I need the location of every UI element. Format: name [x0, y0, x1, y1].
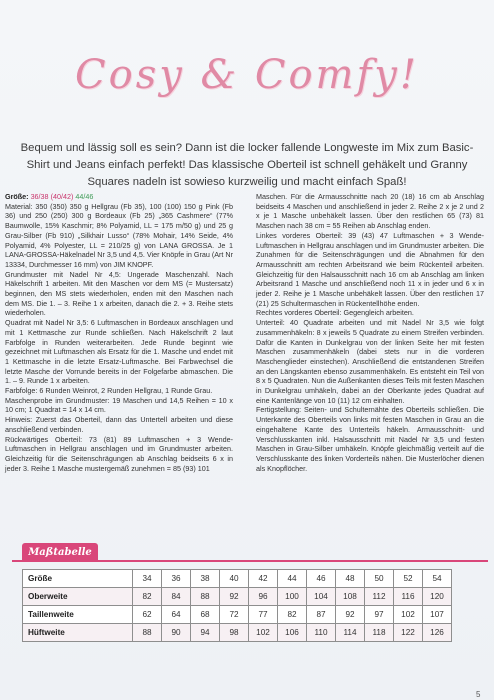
- table-cell: 46: [307, 570, 336, 588]
- table-row: [23, 588, 452, 606]
- table-cell: 108: [336, 588, 365, 606]
- table-cell: 122: [394, 624, 423, 642]
- table-cell: 48: [336, 570, 365, 588]
- table-cell: 54: [423, 570, 452, 588]
- finishing-paragraph: Fertigstellung: Seiten- und Schulternähte des Oberteils schließen. Die Unterkante des Oberteils von links mit festen Maschen in Grau an die eingehaltene Kante des Unterteils häkeln. Armausschnitt- und Verschlusskanten inkl. Halsausschnitt mit Nadel Nr 3,5 und festen Maschen in Grau-Silber umhäkeln. Knöpfe gleichmäßig verteilt auf die Verschlusskante des linken Vorderteils nähen. Die Musterlöcher dienen als Knopflöcher.: [256, 405, 484, 473]
- table-cell: 92: [336, 606, 365, 624]
- table-cell: 118: [365, 624, 394, 642]
- left-column: [5, 192, 233, 473]
- table-cell: 106: [278, 624, 307, 642]
- table-cell: 110: [307, 624, 336, 642]
- table-row: [23, 606, 452, 624]
- table-cell: 34: [133, 570, 162, 588]
- size-table-tab: Maßtabelle: [22, 543, 98, 562]
- table-cell: 116: [394, 588, 423, 606]
- table-cell: 44: [278, 570, 307, 588]
- intro-paragraph: Bequem und lässig soll es sein? Dann ist die locker fallende Longweste im Mix zum Basic-Shirt und Jeans einfach perfekt! Das klassische Oberteil ist schnell gehäkelt und Granny Squares nadeln ist sowieso kurzweilig und macht einfach Spaß!: [20, 142, 474, 188]
- table-cell: 107: [423, 606, 452, 624]
- table-cell: 52: [394, 570, 423, 588]
- table-cell: 120: [423, 588, 452, 606]
- table-cell: 88: [133, 624, 162, 642]
- table-cell: 82: [133, 588, 162, 606]
- table-cell: 104: [307, 588, 336, 606]
- table-cell: 72: [220, 606, 249, 624]
- table-cell: 68: [191, 606, 220, 624]
- back-piece-paragraph: Rückwärtiges Oberteil: 73 (81) 89 Luftmaschen + 3 Wende-Luftmaschen in Hellgrau anschlagen und im Grundmuster arbeiten. Gleichzeitig für die Seitenschrägungen ab Anschlag beidseits 6 x in jeder 3. Reihe 1 Masche mustergemäß zunehmen = 85 (93) 101: [5, 434, 233, 473]
- table-cell: 114: [336, 624, 365, 642]
- table-cell: 42: [249, 570, 278, 588]
- table-cell: 87: [307, 606, 336, 624]
- table-cell: 94: [191, 624, 220, 642]
- row-label: Hüftweite: [23, 624, 133, 642]
- table-cell: 102: [249, 624, 278, 642]
- row-label: Oberweite: [23, 588, 133, 606]
- table-cell: 90: [162, 624, 191, 642]
- lower-part-paragraph: Unterteil: 40 Quadrate arbeiten und mit Nadel Nr 3,5 wie folgt zusammenhäkeln: 8 x jeweils 5 Quadrate zu einem Streifen verbinden. Dafür die Kanten in Dunkelgrau von der linken Seite her mit festen Maschen zusammenhäkeln (dabei stets nur in die vorderen Maschenglieder einstechen). Anschließend die entstandenen Streifen an den Längskanten ebenso zusammenhäkeln. Es entsteht ein Teil von 8 x 5 Quadraten. Nun die Außenkanten dieses Teils mit festen Maschen in Dunkelgrau umhäkeln, dabei an der Oberkante jedes Quadrat auf eine Kantenlänge von 10 (11) 12 cm einhalten.: [256, 318, 485, 405]
- page-title: Cosy & Comfy!: [75, 52, 419, 98]
- table-cell: 102: [394, 606, 423, 624]
- table-cell: 100: [278, 588, 307, 606]
- table-cell: 98: [220, 624, 249, 642]
- page-number: 5: [476, 690, 481, 699]
- table-cell: 97: [365, 606, 394, 624]
- row-label: Taillenweite: [23, 606, 133, 624]
- table-cell: 126: [423, 624, 452, 642]
- table-row: [23, 570, 452, 588]
- size-table: [22, 569, 452, 642]
- size-line: Größe: 36/38 (40/42) 44/46: [5, 192, 94, 201]
- material-paragraph: Material: 350 (350) 350 g Hellgrau (Fb 35), 100 (100) 150 g Pink (Fb 36) und 250 (250) 300 g Bordeaux (Fb 25) „365 Cashmere“ (77% Baumwolle, 15% Kaschmir; 8% Polyamid, LL = 175 m/50 g) und 25 g Grau-Silber (Fb 910) „Silkhair Lusso“ (78% Mohair, 14% Seide, 4% Polyamid, 4% Polyester, LL = 210/25 g) von LANA GROSSA. Je 1 LANA-GROSSA-Häkelnadel Nr 3,5 und 4,5. Vier Knöpfe in Grau (Art Nr 13334, Durchmesser 16 mm) von JIM KNOPF.: [5, 201, 233, 269]
- table-cell: 50: [365, 570, 394, 588]
- table-row: [23, 624, 452, 642]
- table-cell: 92: [220, 588, 249, 606]
- farbfolge-paragraph: Farbfolge: 6 Runden Weinrot, 2 Runden Hellgrau, 1 Runde Grau.: [5, 386, 213, 396]
- armhole-paragraph: Maschen. Für die Armausschnitte nach 20 (18) 16 cm ab Anschlag beidseits 4 Maschen und anschließend in jeder 2. Reihe 2 x je 2 und 2 x je 1 Masche unbehäkelt lassen. Über den restlichen 65 (73) 81 Maschen nach 38 cm = 55 Reihen ab Anschlag enden.: [256, 192, 484, 231]
- table-cell: 38: [191, 570, 220, 588]
- table-cell: 88: [191, 588, 220, 606]
- table-cell: 36: [162, 570, 191, 588]
- table-cell: 82: [278, 606, 307, 624]
- table-cell: 84: [162, 588, 191, 606]
- hinweis-paragraph: Hinweis: Zuerst das Oberteil, dann das Untertell arbeiten und diese anschließend verbinden.: [5, 415, 233, 434]
- grundmuster-paragraph: Grundmuster mit Nadel Nr 4,5: Ungerade Maschenzahl. Nach Häkelschrift 1 arbeiten. Mit den Maschen vor dem MS (= Mustersatz) beginnen, den MS stets wiederholen, enden mit den Maschen nach dem MS. Die 1. – 3. Reihe 1 x arbeiten, danach die 2. + 3. Reihe stets wiederholen.: [5, 269, 233, 318]
- right-front-paragraph: Rechtes vorderes Oberteil: Gegengleich arbeiten.: [256, 308, 414, 318]
- table-cell: 40: [220, 570, 249, 588]
- table-cell: 96: [249, 588, 278, 606]
- table-cell: 62: [133, 606, 162, 624]
- row-label: Größe: [23, 570, 133, 588]
- right-column: [256, 192, 484, 473]
- table-cell: 77: [249, 606, 278, 624]
- left-front-paragraph: Linkes vorderes Oberteil: 39 (43) 47 Luftmaschen + 3 Wende-Luftmaschen in Hellgrau anschlagen und im Grundmuster arbeiten. Die Zunahmen für die Seitenschrägungen und die Abnahmen für den Armausschnitt am rechten Arbeitsrand wie beim Rückenteil arbeiten. Gleichzeitig für den Halsausschnitt nach 16 cm ab Anschlag am linken Arbeitsrand 1 Masche und anschließend noch 11 x in jeder und 6 x in jeder 2. Reihe je 1 Masche unbehäkelt lassen. Über den restlichen 17 (21) 25 Schultermaschen in Rückentellhöhe enden.: [256, 230, 484, 308]
- table-cell: 112: [365, 588, 394, 606]
- table-cell: 64: [162, 606, 191, 624]
- quadrat-paragraph: Quadrat mit Nadel Nr 3,5: 6 Luftmaschen in Bordeaux anschlagen und mit 1 Kettmasche zur Runde schließen. Nach Häkelschrift 2 laut Farbfolge in Runden weiterarbeiten. Jede Runde beginnt wie gezeichnet mit Luftmaschen als Ersatz für die 1. Masche und endet mit 1 Kettmasche in die letzte Ersatz-Luftmasche. Bei Farbwechsel die letzte Masche der Vorrunde bereits in der Folgefarbe abmaschen. Die 1. – 9. Runde 1 x arbeiten.: [5, 318, 233, 386]
- maschenprobe-paragraph: Maschenprobe im Grundmuster: 19 Maschen und 14,5 Reihen = 10 x 10 cm; 1 Quadrat = 14 x 14 cm.: [5, 395, 233, 415]
